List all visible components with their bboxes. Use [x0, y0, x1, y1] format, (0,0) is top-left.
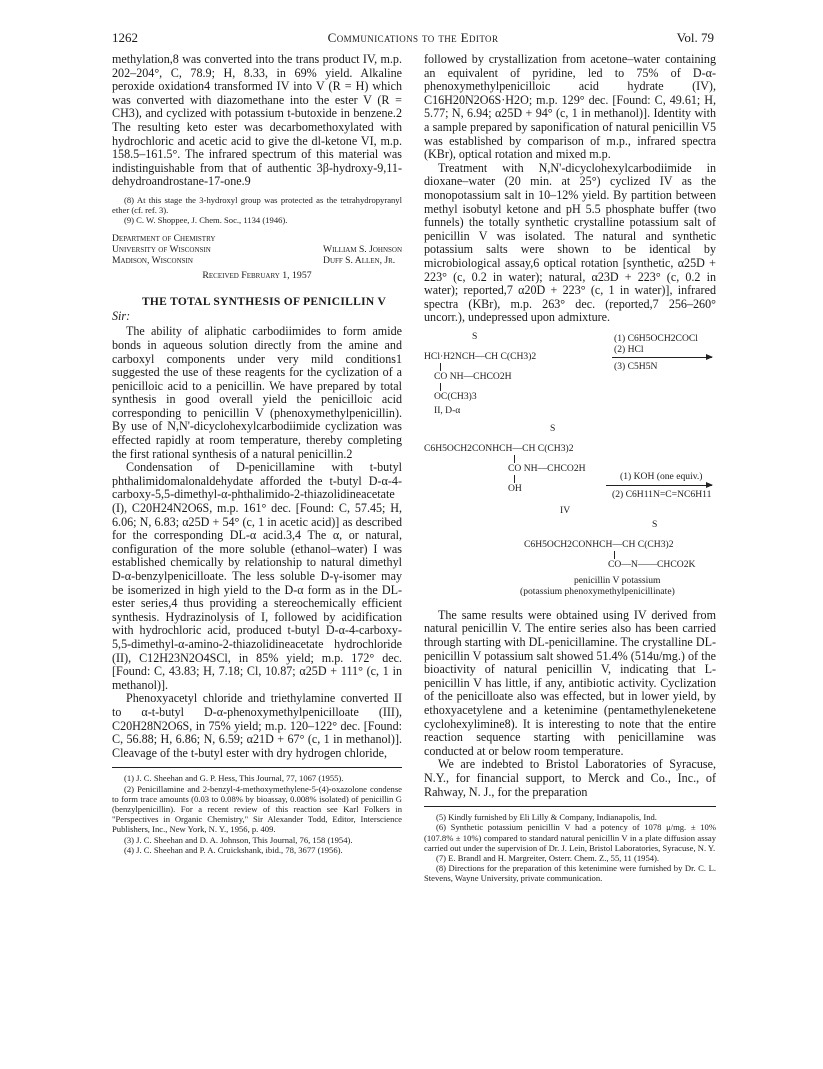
reagent-step: (2) C6H11N=C=NC6H11: [612, 488, 712, 500]
body-paragraph: Phenoxyacetyl chloride and triethylamine converted II to α-t-butyl D-α-phenoxymethylpenicilloate (III), C20H28N2O6S, in 75% yield; m.p. 120–122° dec. [Found: C, 56.88; H, 6.86; N, 6.59; α21D + 67° (c, 1 in methanol)]. Cleavage of the t-butyl ester with dry hydrogen chloride,: [112, 691, 402, 760]
bond-line: [514, 455, 515, 463]
author-name: William S. Johnson: [323, 243, 402, 255]
footnote: (4) J. C. Sheehan and P. A. Cruickshank, ibid., 78, 3677 (1956).: [124, 844, 343, 855]
running-head: Communications to the Editor: [327, 30, 499, 45]
compound-ii-formula: HCl·H2NCH—CH C(CH3)2: [424, 350, 537, 362]
compound-ii-formula: OC(CH3)3: [434, 390, 477, 402]
reaction-arrow: [606, 485, 712, 486]
bond-line: [440, 383, 441, 391]
reagent-step: (1) C6H5OCH2COCl: [614, 332, 698, 344]
footnote: (1) J. C. Sheehan and G. P. Hess, This Journal, 77, 1067 (1955).: [124, 773, 344, 784]
bond-line: [440, 363, 441, 371]
author-name: Duff S. Allen, Jr.: [323, 254, 396, 266]
footnote: (5) Kindly furnished by Eli Lilly & Company, Indianapolis, Ind.: [436, 812, 657, 823]
compound-ii-formula: CO NH—CHCO2H: [434, 370, 512, 382]
footnote-rule: [112, 767, 402, 768]
received-date: Received February 1, 1957: [202, 269, 312, 281]
footnote: (8) Directions for the preparation of this ketenimine were furnished by Dr. C. L. Stevens, Wayne University, private communication.: [424, 863, 716, 884]
compound-iv-formula: OH: [508, 482, 522, 494]
previous-footnote: (8) At this stage the 3-hydroxyl group was protected as the tetrahydropyranyl ether (cf. ref. 3).: [112, 194, 402, 216]
footnote: (7) E. Brandl and H. Margreiter, Osterr. Chem. Z., 55, 11 (1954).: [436, 853, 660, 863]
bond-line: [614, 551, 615, 559]
article-title: THE TOTAL SYNTHESIS OF PENICILLIN V: [141, 296, 387, 309]
compound-iv-formula: CO NH—CHCO2H: [508, 462, 586, 474]
previous-footnote: (9) C. W. Shoppee, J. Chem. Soc., 1134 (1946).: [124, 215, 288, 226]
body-paragraph: Condensation of D-penicillamine with t-butyl phthalimidomalonaldehydate afforded the t-butyl D-α-4-carboxy-5,5-dimethyl-α-phthalimido-2-thiazolidineacetate (I), C20H24N2O6S, m.p. 161° dec. [Found: C, 57.45; H, 6.06; N, 6.83; α25D + 54° (c, 1 in acetic acid)] as described for the corresponding DL-α acid.3,4 The α, or natural, configuration of the more soluble (ethanol–water) I was established chemically by relationship to natural dimethyl D-α-benzylpenicilloate. The less soluble D-γ-isomer may be isomerized in high yield to the D-α form as in the DL-ester series,4 thus providing a stereochemically efficient synthesis. Hydrazinolysis of I, followed by acidification with hydrochloric acid, produced t-butyl D-α-4-carboxy-5,5-dimethyl-α-amino-2-thiazolidineacetate hydrochloride (II), C12H23N2O4SCl, in 85% yield; m.p. 172° dec. [Found: C, 43.83; H, 7.18; Cl, 10.87; α25D + 111° (c, 1 in methanol)].: [112, 460, 402, 692]
reaction-arrow: [612, 357, 712, 358]
body-paragraph: The same results were obtained using IV derived from natural penicillin V. The entire series also has been carried through starting with DL-penicillamine. The crystalline DL-penicillin V potassium salt showed 51.4% (514u/mg.) of the bioactivity of natural penicillin V, indicating that L-penicillin V has little, if any, antibiotic activity. Cyclization of the penicilloate also was effected, but in lower yield, by ethoxyacetylene and a ketenimine (pentamethyleneketene cyclohexylimine8). It is interesting to note that the entire reaction sequence starting with penicillamine was conducted at or below room temperature.: [424, 607, 716, 758]
reagent-step: (2) HCl: [614, 343, 644, 355]
penicillin-v-formula: C6H5OCH2CONHCH—CH C(CH3)2: [524, 538, 674, 550]
page-number: 1262: [112, 30, 138, 45]
previous-article-paragraph: methylation,8 was converted into the trans product IV, m.p. 202–204°, C, 78.9; H, 8.33, in 69% yield. Alkaline peroxide oxidation4 transformed IV into V (R = H) which was converted with diazomethane into the ester V (R = CH3), and cyclized with potassium t-butoxide in benzene.2 The resulting keto ester was decarbomethoxylated with hydrochloric and acetic acid to give the dl-ketone VI, m.p. 158.5–161.5°. The infrared spectrum of this material was indistinguishable from that of authentic 3β-hydroxy-9,11-dehydroandrostane-17-one.9: [112, 52, 402, 189]
department-line: Madison, Wisconsin: [112, 255, 193, 267]
affiliation-block: [112, 232, 402, 267]
body-paragraph: followed by crystallization from acetone–water containing an equivalent of pyridine, led to 75% of D-α-phenoxymethylpenicilloic acid hydrate (IV), C16H20N2O6S·H2O; m.p. 129° dec. [Found: C, 49.61; H, 5.77; N, 6.94; α25D + 94° (c, 1 in methanol)]. Identity with a sample prepared by saponification of natural penicillin V5 was established by comparison of m.p., infrared spectra (KBr), optical rotation and mixed m.p.: [424, 52, 716, 162]
right-column: [424, 53, 716, 884]
page-header: [112, 30, 714, 50]
penicillin-v-formula: CO—N——CHCO2K: [608, 558, 696, 570]
sulfur-atom-label: S: [652, 518, 658, 530]
compound-iv-label: IV: [560, 504, 571, 516]
body-paragraph: Treatment with N,N'-dicyclohexylcarbodiimide in dioxane–water (20 min. at 25°) cyclized IV as the monopotassium salt in 10–12% yield. By partition between methyl isobutyl ketone and pH 5.5 phosphate buffer (two funnels) the totally synthetic crystalline potassium salt of penicillin V was isolated. The natural and synthetic potassium salts were shown to be identical by microbiological assay,6 optical rotation [synthetic, α25D + 223° (c, 0.2 in water); natural, α23D + 223° (c, 0.2 in water); reported,7 α20D + 223° (c, 1 in water)], infrared spectra (KBr), m.p. 263° dec. (reported,7 256–260° uncorr.), undepressed upon admixture.: [424, 160, 716, 325]
sulfur-atom-label: S: [472, 330, 478, 342]
compound-iv-formula: C6H5OCH2CONHCH—CH C(CH3)2: [424, 442, 574, 454]
body-paragraph: The ability of aliphatic carbodiimides to form amide bonds in aqueous solution directly from the amine and carboxyl components under very mild conditions1 suggested the use of these reagents for the cyclization of a penicilloic acid to a penicillin. We have prepared by total synthesis in good overall yield the penicilloic acid corresponding to penicillin V (phenoxymethylpenicillin). By use of N,N'-dicyclohexylcarbodiimide cyclization was effected rapidly at room temperature, thereby completing the first rational synthesis of a natural penicillin.2: [112, 324, 402, 461]
bond-line: [514, 475, 515, 483]
footnote-rule: [424, 806, 716, 807]
body-paragraph: We are indebted to Bristol Laboratories of Syracuse, N.Y., for financial support, to Merck and Co., Inc., of Rahway, N. J., for the preparation: [424, 757, 716, 799]
reaction-scheme: [424, 327, 716, 695]
compound-ii-label: II, D-α: [434, 404, 461, 416]
volume-label: Vol. 79: [676, 30, 714, 45]
department-line: University of Wisconsin: [112, 243, 211, 255]
footnote: (3) J. C. Sheehan and D. A. Johnson, This Journal, 76, 158 (1954).: [124, 834, 353, 845]
reagent-step: (1) KOH (one equiv.): [620, 470, 703, 482]
reagent-step: (3) C5H5N: [614, 360, 658, 372]
footnote: (2) Penicillamine and 2-benzyl-4-methoxymethylene-5-(4)-oxazolone condense to form trace amounts (0.03 to 0.08% by bioassay, 0.008% isolated) of penicillin G (benzylpenicillin). For a recent review of this reaction see Karl Folkers in "Perspectives in Organic Chemistry," Sir Alexander Todd, Editor, Interscience Publishers, Inc., New York, N. Y., 1956, p. 409.: [112, 783, 402, 835]
department-line: Department of Chemistry: [112, 232, 216, 244]
sulfur-atom-label: S: [550, 422, 556, 434]
penicillin-v-label: (potassium phenoxymethylpenicillinate): [520, 585, 675, 597]
footnote: (6) Synthetic potassium penicillin V had a potency of 1078 μ/mg. ± 10% (107.8% ± 10%) compared to standard natural penicillin V in a plate diffusion assay carried out under the supervision of Dr. J. Lein, Bristol Laboratories, Syracuse, N. Y.: [424, 822, 716, 853]
salutation: Sir:: [112, 308, 131, 323]
penicillin-v-label: penicillin V potassium: [574, 574, 661, 586]
left-column: [112, 53, 402, 855]
